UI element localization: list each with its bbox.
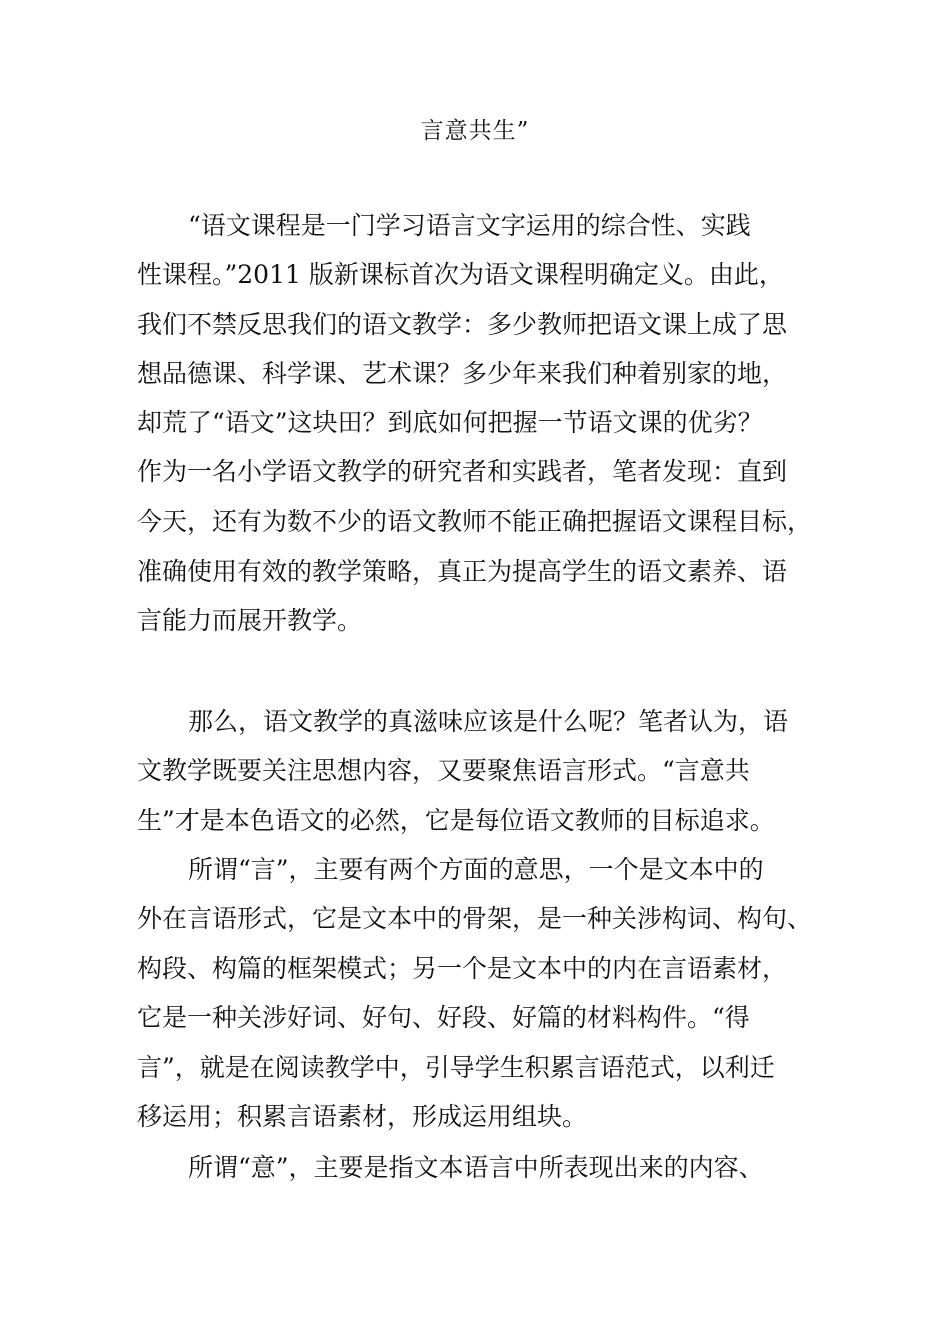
paragraph-3-line-2: 外在言语形式，它是文本中的骨架，是一种关涉构词、构句、 (137, 904, 813, 933)
paragraph-4-line-1: 所谓“意”，主要是指文本语言中所表现出来的内容、 (188, 1153, 764, 1182)
paragraph-1-line-6: 作为一名小学语文教学的研究者和实践者，笔者发现：直到 (137, 457, 788, 486)
paragraph-3-line-1: 所谓“言”，主要有两个方面的意思，一个是文本中的 (188, 855, 764, 884)
paragraph-1-line-3: 我们不禁反思我们的语文教学：多少教师把语文课上成了思 (137, 310, 788, 339)
document-title: 言意共生” (420, 118, 530, 144)
paragraph-2-line-3: 生”才是本色语文的必然，它是每位语文教师的目标追求。 (137, 806, 775, 835)
paragraph-1-line-1: “语文课程是一门学习语言文字运用的综合性、实践 (188, 211, 751, 240)
paragraph-1-line-9: 言能力而展开教学。 (137, 606, 363, 635)
paragraph-1-line-2: 性课程。”2011 版新课标首次为语文课程明确定义。由此， (137, 260, 784, 289)
paragraph-2-line-1: 那么，语文教学的真滋味应该是什么呢？笔者认为，语 (188, 707, 789, 736)
paragraph-3-line-6: 移运用；积累言语素材，形成运用组块。 (137, 1102, 588, 1131)
paragraph-1-line-5: 却荒了“语文”这块田？到底如何把握一节语文课的优劣？ (137, 408, 763, 437)
paragraph-2-line-2: 文教学既要关注思想内容，又要聚焦语言形式。“言意共 (137, 756, 750, 785)
paragraph-3-line-3: 构段、构篇的框架模式；另一个是文本中的内在言语素材， (137, 954, 788, 983)
paragraph-3-line-5: 言”，就是在阅读教学中，引导学生积累言语范式，以利迁 (137, 1053, 775, 1082)
paragraph-1-line-8: 准确使用有效的教学策略，真正为提高学生的语文素养、语 (137, 557, 788, 586)
paragraph-1-line-7: 今天，还有为数不少的语文教师不能正确把握语文课程目标， (137, 507, 813, 536)
paragraph-1-line-4: 想品德课、科学课、艺术课？多少年来我们种着别家的地， (137, 359, 788, 388)
paragraph-3-line-4: 它是一种关涉好词、好句、好段、好篇的材料构件。“得 (137, 1003, 750, 1032)
